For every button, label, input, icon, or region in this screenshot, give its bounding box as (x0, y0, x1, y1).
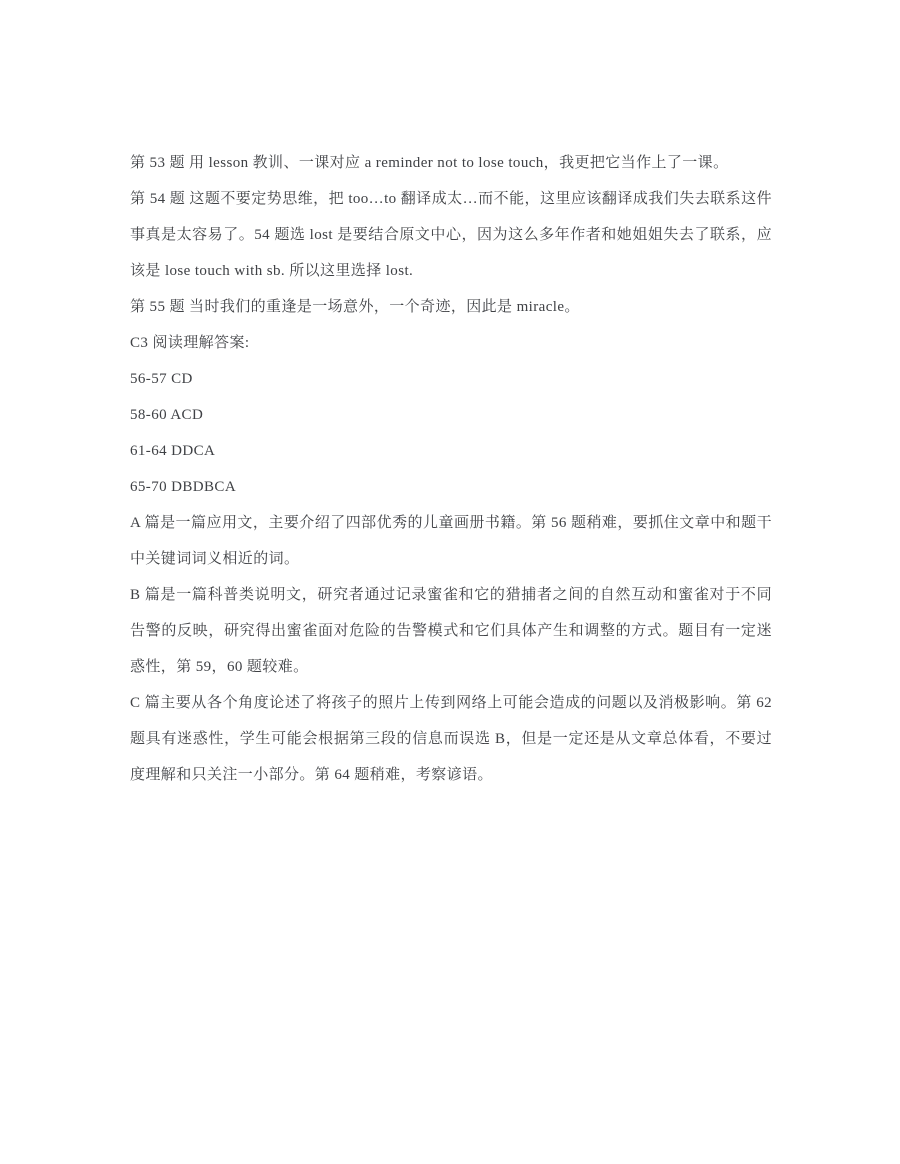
reading-answers-heading: C3 阅读理解答案: (130, 335, 250, 351)
answer-line-56-57: 56-57 CD (130, 371, 193, 387)
answer-line-58-60: 58-60 ACD (130, 407, 204, 423)
answer-line-61-64: 61-64 DDCA (130, 443, 216, 459)
passage-a-note: A 篇是一篇应用文，主要介绍了四部优秀的儿童画册书籍。第 56 题稍难，要抓住文章中和题干中关键词词义相近的词。 (130, 515, 772, 567)
passage-b-note: B 篇是一篇科普类说明文，研究者通过记录蜜雀和它的猎捕者之间的自然互动和蜜雀对于不同告警的反映，研究得出蜜雀面对危险的告警模式和它们具体产生和调整的方式。题目有一定迷惑性，第 59，60 题较难。 (130, 587, 772, 675)
question-55-note: 第 55 题 当时我们的重逢是一场意外，一个奇迹，因此是 miracle。 (130, 299, 580, 315)
question-54-note: 第 54 题 这题不要定势思维，把 too…to 翻译成太…而不能，这里应该翻译成我们失去联系这件事真是太容易了。54 题选 lost 是要结合原文中心，因为这么多年作者和她姐姐失去了联系，应该是 lose touch with sb. 所以这里选择 lost. (130, 191, 772, 279)
question-53-note: 第 53 题 用 lesson 教训、一课对应 a reminder not to lose touch，我更把它当作上了一课。 (130, 155, 729, 171)
document-body (130, 145, 772, 793)
answer-line-65-70: 65-70 DBDBCA (130, 479, 237, 495)
passage-c-note: C 篇主要从各个角度论述了将孩子的照片上传到网络上可能会造成的问题以及消极影响。第 62 题具有迷惑性，学生可能会根据第三段的信息而误选 B，但是一定还是从文章总体看，不要过度理解和只关注一小部分。第 64 题稍难，考察谚语。 (130, 695, 772, 783)
